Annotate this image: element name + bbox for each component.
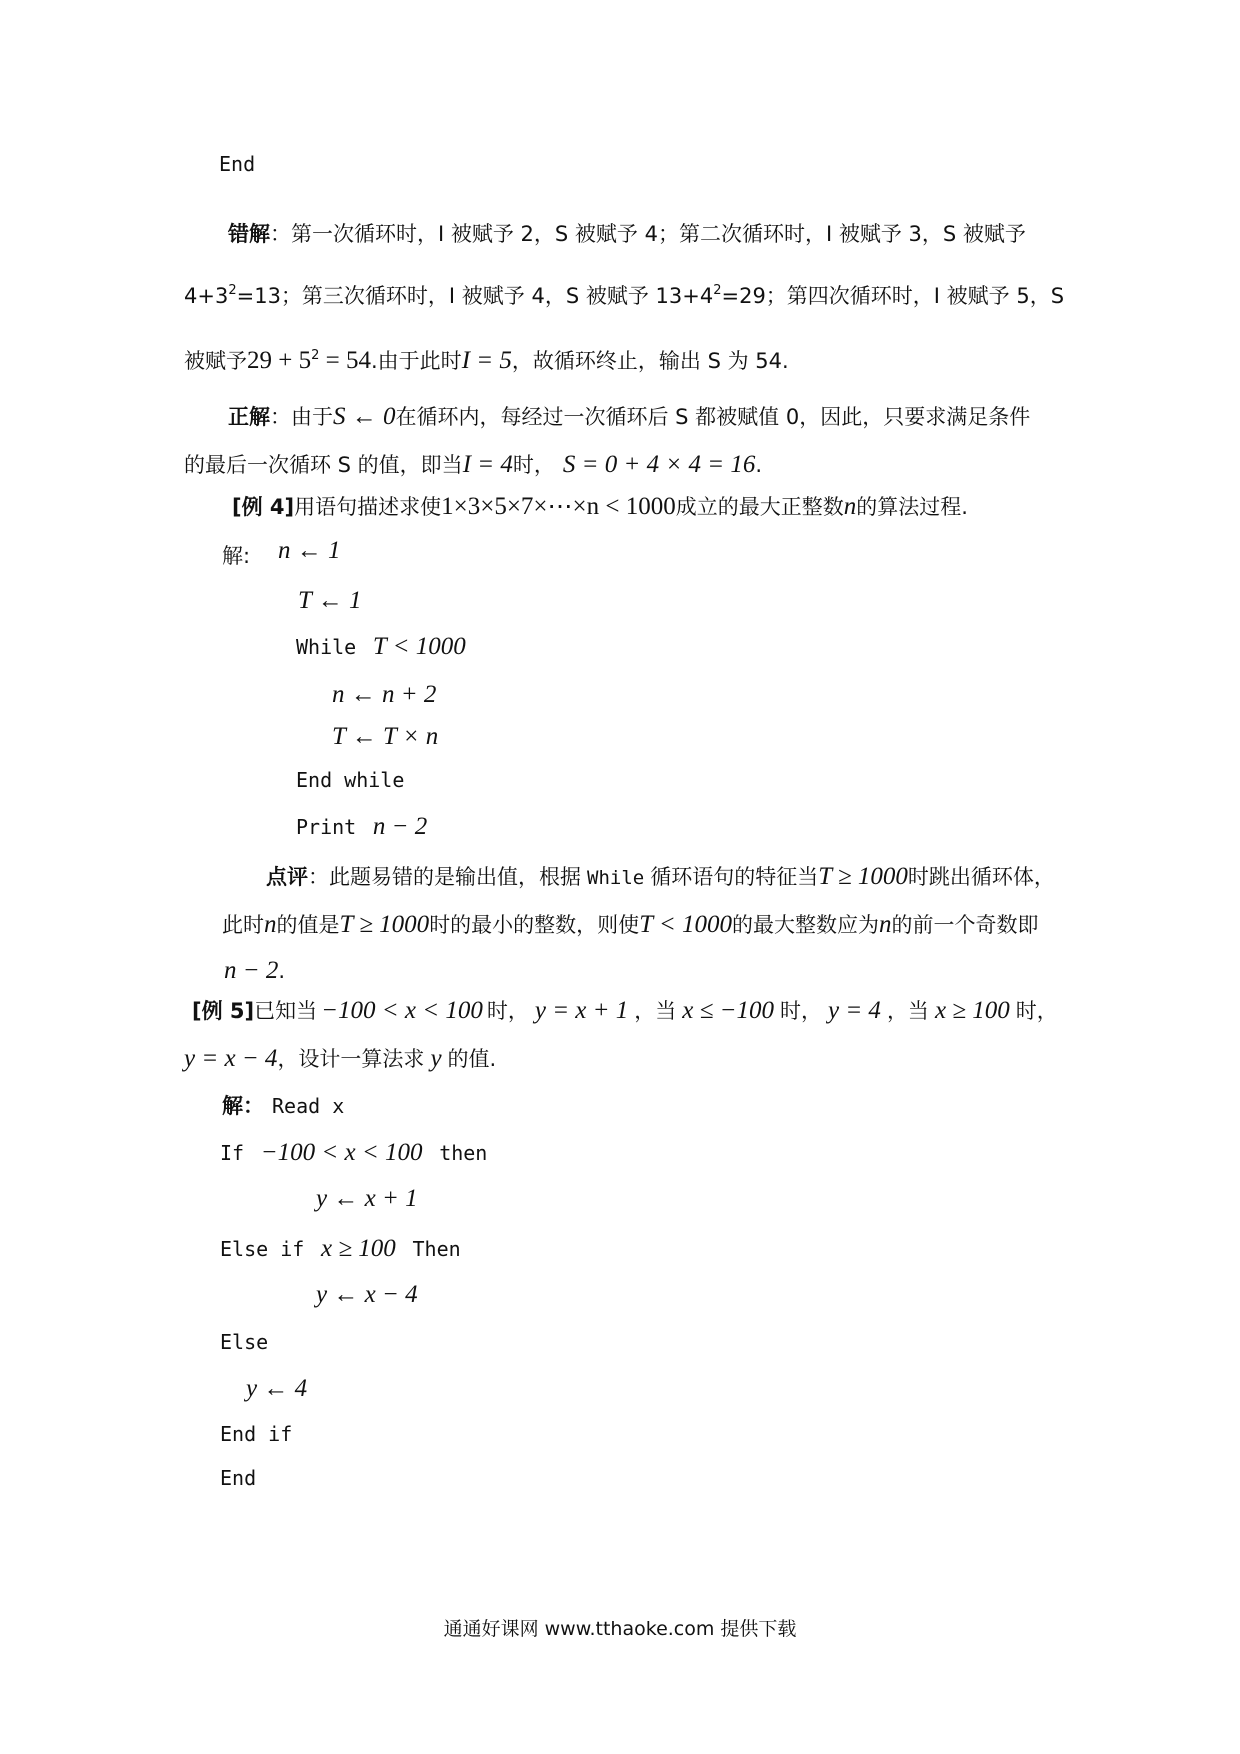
correct-solution-label: 正解	[228, 405, 270, 429]
comment-text-1a: 此题易错的是输出值，根据	[329, 865, 581, 889]
comment-math-2: T ≥ 1000	[339, 911, 430, 938]
comment-line-2	[222, 912, 1039, 937]
wrong-text-2a: 4+3	[184, 284, 229, 308]
comment-text-1c: 时跳出循环体，	[907, 865, 1055, 889]
wrong-text-3c: ，故循环终止，输出 S 为 54.	[511, 349, 789, 373]
code-math-elseif: x ≥ 100	[320, 1235, 396, 1262]
example-5-statement-line-1	[192, 998, 1058, 1023]
wrong-solution-line-2	[184, 284, 1064, 307]
comment-math-3: T < 1000	[639, 911, 733, 938]
example-4-text-3: 的算法过程.	[856, 495, 968, 519]
wrong-text-2c: =29；第四次循环时，I 被赋予 5，S	[721, 284, 1065, 308]
code-kw-print: Print	[296, 815, 357, 839]
example-5-math-2: y = x + 1	[534, 997, 629, 1024]
correct-math-1: S ← 0	[333, 403, 396, 430]
example-5-solution-label: 解：	[222, 1094, 264, 1118]
example-4-n: n	[843, 493, 857, 520]
example-5-math-1: −100 < x < 100	[321, 997, 483, 1024]
correct-text-2b: 时，	[512, 453, 555, 477]
example-5-text-1: 已知当	[254, 999, 318, 1023]
wrong-solution-line-1	[228, 224, 1026, 245]
code-line-6: End while	[296, 768, 405, 792]
correct-solution-line-2	[184, 452, 762, 477]
correct-math-3: S = 0 + 4 × 4 = 16	[562, 451, 756, 478]
example-5-label: [例 5]	[192, 999, 255, 1023]
example-5-statement-line-2	[184, 1046, 496, 1071]
correct-text-2a: 的最后一次循环 S 的值，即当	[184, 453, 463, 477]
correct-colon: ：	[270, 405, 291, 429]
code-end-if: End if	[220, 1422, 293, 1446]
example-5-math-5: x ≥ 100	[934, 997, 1010, 1024]
example-5-math-7: y	[430, 1045, 442, 1072]
wrong-math-1: 29 + 5	[247, 347, 312, 374]
correct-text-1b: 在循环内，每经过一次循环后 S 都被赋值 0，因此，只要求满足条件	[395, 405, 1031, 429]
example-5-text-8: 的值.	[447, 1047, 497, 1071]
code-kw-elseif: Else if	[220, 1237, 305, 1261]
correct-math-2: I = 4	[462, 451, 513, 478]
example-5-text-3: ，当	[634, 999, 677, 1023]
code-read-x: Read x	[272, 1094, 345, 1118]
wrong-math-3: I = 5	[461, 347, 512, 374]
code-end-top: End	[219, 152, 256, 176]
wrong-text-3a: 被赋予	[184, 349, 247, 373]
comment-math-1: T ≥ 1000	[818, 863, 908, 890]
code-assign-1: y ← x + 1	[316, 1185, 418, 1212]
example-5-math-3: x ≤ −100	[682, 997, 774, 1024]
wrong-solution-line-3	[184, 348, 789, 373]
wrong-colon: ：	[270, 222, 291, 246]
example-5-math-4: y = 4	[827, 997, 881, 1024]
example-5-solution-row	[222, 1096, 344, 1117]
code-kw-if: If	[220, 1141, 245, 1165]
comment-n-2: n	[879, 911, 892, 938]
comment-text-2c: 时的最小的整数，则使	[429, 913, 640, 937]
example-5-text-4: 时，	[779, 999, 822, 1023]
example-5-math-6: y = x − 4	[184, 1045, 278, 1072]
code-kw-then-2: Then	[412, 1237, 461, 1261]
comment-kw: While	[587, 867, 645, 889]
wrong-sup-2: 2	[713, 283, 722, 298]
comment-colon: ：	[308, 865, 329, 889]
code-line-1: n ← 1	[278, 537, 341, 564]
page-footer: 通通好课网 www.tthaoke.com 提供下载	[443, 1618, 797, 1640]
example-5-text-2: 时，	[486, 999, 529, 1023]
code-assign-2: y ← x − 4	[316, 1281, 418, 1308]
wrong-text-3b: .由于此时	[371, 349, 462, 373]
code-elseif-row	[220, 1236, 461, 1261]
code-assign-3: y ← 4	[246, 1375, 308, 1402]
correct-solution-line-1	[228, 404, 1030, 429]
code-math-print: n − 2	[372, 813, 428, 840]
comment-math-4: n − 2	[224, 957, 279, 984]
example-5-text-5: ，当	[886, 999, 929, 1023]
code-line-3	[296, 634, 466, 659]
comment-text-1b: 循环语句的特征当	[650, 865, 819, 889]
correct-text-1a: 由于	[291, 405, 333, 429]
code-math-while: T < 1000	[372, 633, 466, 660]
code-line-2: T ← 1	[298, 587, 362, 614]
comment-line-1	[266, 864, 1055, 889]
comment-text-2a: 此时	[222, 913, 264, 937]
example-4-math: 1×3×5×7×⋯×n < 1000	[441, 493, 676, 520]
comment-n-1: n	[264, 911, 277, 938]
comment-line-3	[224, 958, 285, 983]
wrong-text-2b: =13；第三次循环时，I 被赋予 4，S 被赋予 13+4	[236, 284, 714, 308]
wrong-solution-label: 错解	[228, 222, 270, 246]
wrong-sup-1: 2	[228, 283, 237, 298]
example-4-text-1: 用语句描述求使	[294, 495, 442, 519]
example-5-text-7: ，设计一算法求	[277, 1047, 425, 1071]
code-if-row	[220, 1140, 487, 1165]
wrong-math-sup: 2	[311, 348, 320, 363]
code-line-4: n ← n + 2	[332, 681, 437, 708]
comment-text-2e: 的前一个奇数即	[891, 913, 1039, 937]
comment-label: 点评	[266, 865, 308, 889]
code-line-5: T ← T × n	[332, 723, 439, 750]
example-4-statement	[232, 494, 968, 519]
code-math-if: −100 < x < 100	[260, 1139, 423, 1166]
comment-text-2d: 的最大整数应为	[732, 913, 880, 937]
code-kw-while: While	[296, 635, 357, 659]
code-end: End	[220, 1466, 257, 1490]
example-4-label: [例 4]	[232, 495, 295, 519]
example-4-text-2: 成立的最大正整数	[675, 495, 844, 519]
code-else: Else	[220, 1330, 269, 1354]
example-5-text-6: 时，	[1015, 999, 1058, 1023]
wrong-math-2: = 54	[319, 347, 371, 374]
code-kw-then: then	[439, 1141, 488, 1165]
code-line-7	[296, 814, 427, 839]
example-4-solution-label: 解:	[222, 544, 251, 568]
comment-text-2b: 的值是	[276, 913, 340, 937]
wrong-text-1: 第一次循环时，I 被赋予 2，S 被赋予 4；第二次循环时，I 被赋予 3，S 被赋予	[291, 222, 1026, 246]
correct-text-2c: .	[755, 453, 763, 477]
comment-dot: .	[278, 959, 286, 983]
